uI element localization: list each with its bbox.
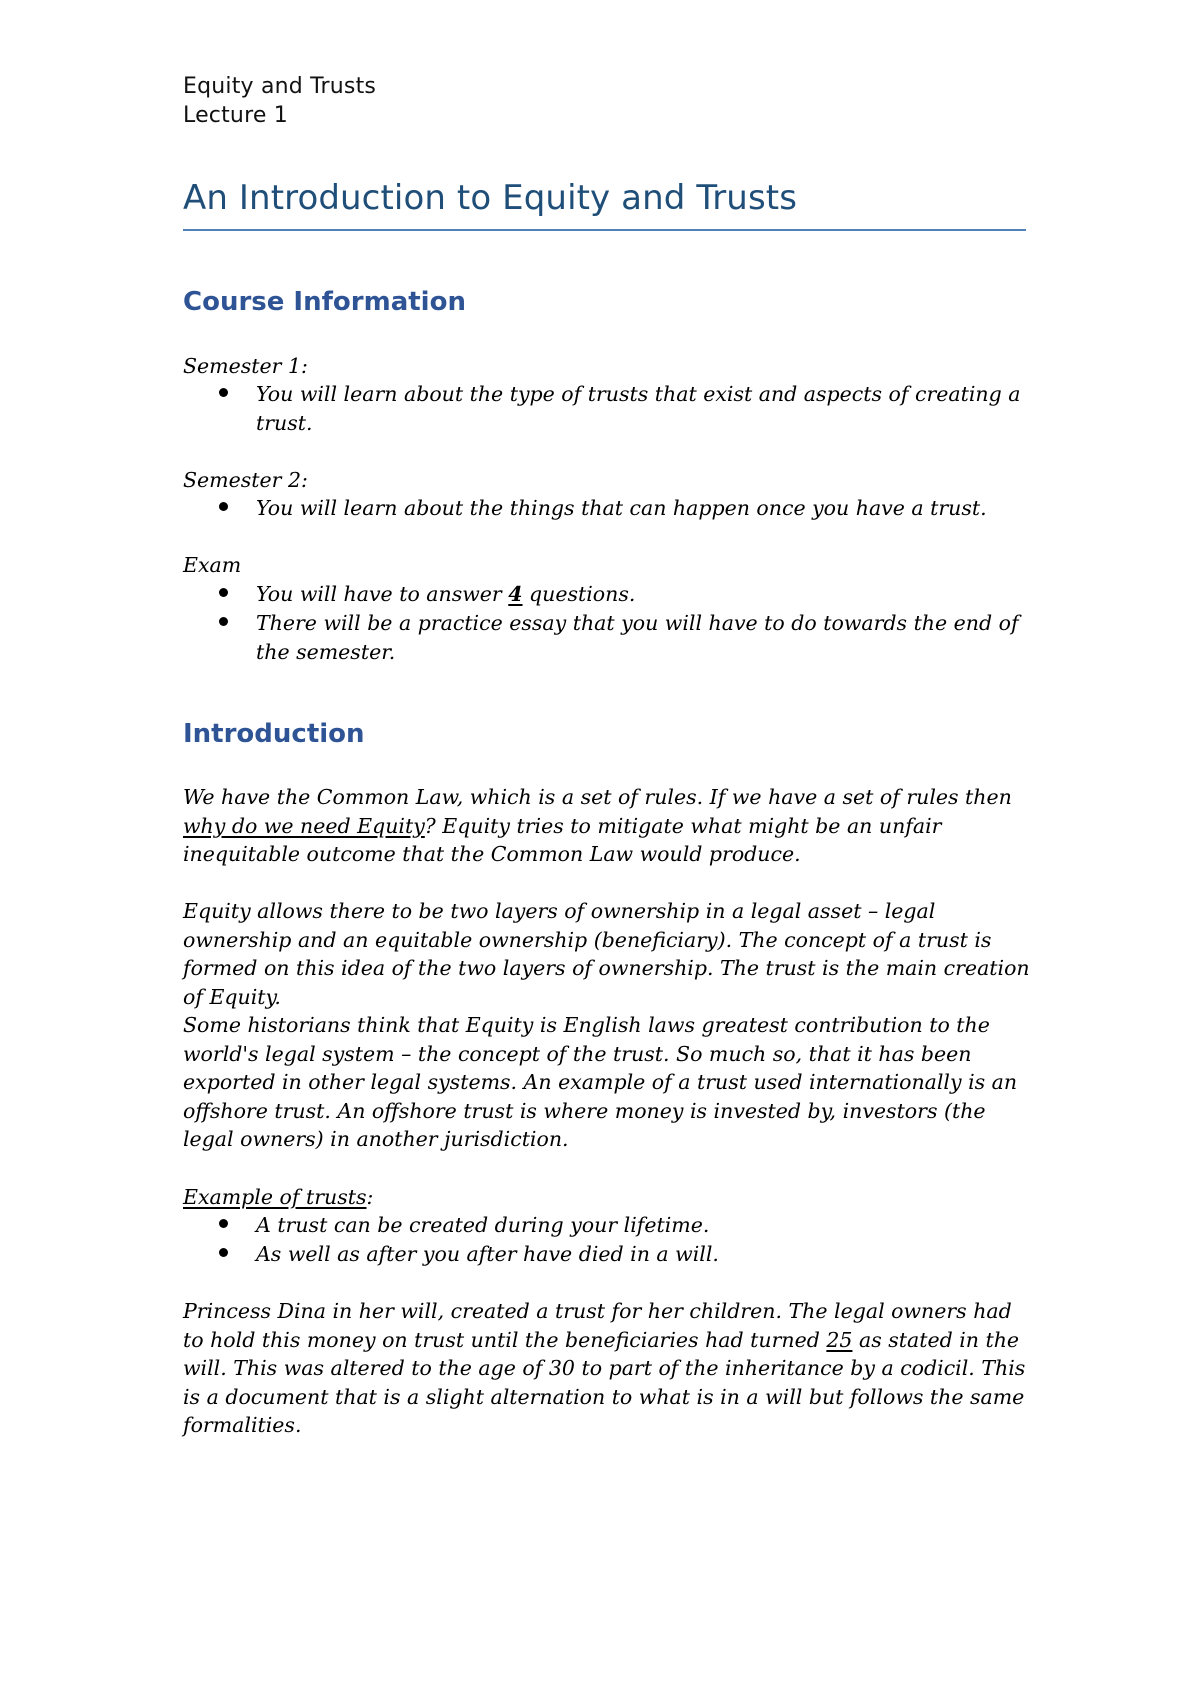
bullet-icon bbox=[219, 588, 228, 597]
exam-question-count: 4 bbox=[508, 582, 523, 606]
intro-paragraph-3: Some historians think that Equity is English laws greatest contribution to the world's legal system – the concept of the trust. So much so, that it has been exported in other legal systems. An example of a trust used internationally is an offshore trust. An offshore trust is where money is invested by, investors (the legal owners) in another jurisdiction. bbox=[183, 1013, 1018, 1151]
page-title: An Introduction to Equity and Trusts bbox=[183, 178, 798, 218]
intro-paragraph-2: Equity allows there to be two layers of ownership in a legal asset – legal ownership and an equitable ownership (beneficiary). The concept of a trust is formed on this idea of the two layers of ownership. The trust is the main creation of Equity. bbox=[183, 899, 1030, 1009]
semester1-label: Semester 1: bbox=[183, 354, 308, 378]
underlined-phrase: why do we need Equity bbox=[183, 813, 425, 838]
bullet-text: You will have to answer 4 questions. bbox=[256, 582, 636, 606]
bullet-icon bbox=[219, 1248, 228, 1257]
bullet-text: You will learn about the things that can happen once you have a trust. bbox=[256, 496, 987, 520]
header-lecture: Lecture 1 bbox=[183, 103, 288, 128]
intro-paragraph-4: Princess Dina in her will, created a trust for her children. The legal owners had to hold this money on trust until the beneficiaries had turned 25 as stated in the will. This was altered to the age of 30 to part of the inheritance by a codicil. This is a document that is a slight alternation to what is in a will but follows the same formalities. bbox=[183, 1299, 1026, 1437]
header-course: Equity and Trusts bbox=[183, 74, 377, 99]
underlined-age: 25 bbox=[826, 1327, 853, 1352]
bullet-icon bbox=[219, 388, 228, 397]
bullet-icon bbox=[219, 617, 228, 626]
bullet-icon bbox=[219, 1219, 228, 1228]
bullet-text: There will be a practice essay that you will have to do towards the end of the semester. bbox=[256, 611, 1019, 664]
bullet-text: You will learn about the type of trusts that exist and aspects of creating a trust. bbox=[256, 382, 1021, 435]
intro-paragraph-1: We have the Common Law, which is a set of rules. If we have a set of rules then why do we need Equity? Equity tries to mitigate what might be an unfair inequitable outcome that the Common Law would produce. bbox=[183, 785, 1012, 866]
semester2-label: Semester 2: bbox=[183, 468, 308, 492]
exam-label: Exam bbox=[183, 553, 242, 577]
bullet-text: As well as after you after have died in a will. bbox=[256, 1242, 719, 1266]
examples-label: Example of trusts: bbox=[183, 1185, 374, 1209]
bullet-text: A trust can be created during your lifetime. bbox=[256, 1213, 710, 1237]
section-heading-course-information: Course Information bbox=[183, 287, 466, 317]
bullet-icon bbox=[219, 502, 228, 511]
section-heading-introduction: Introduction bbox=[183, 719, 365, 749]
title-underline-rule bbox=[183, 229, 1026, 231]
